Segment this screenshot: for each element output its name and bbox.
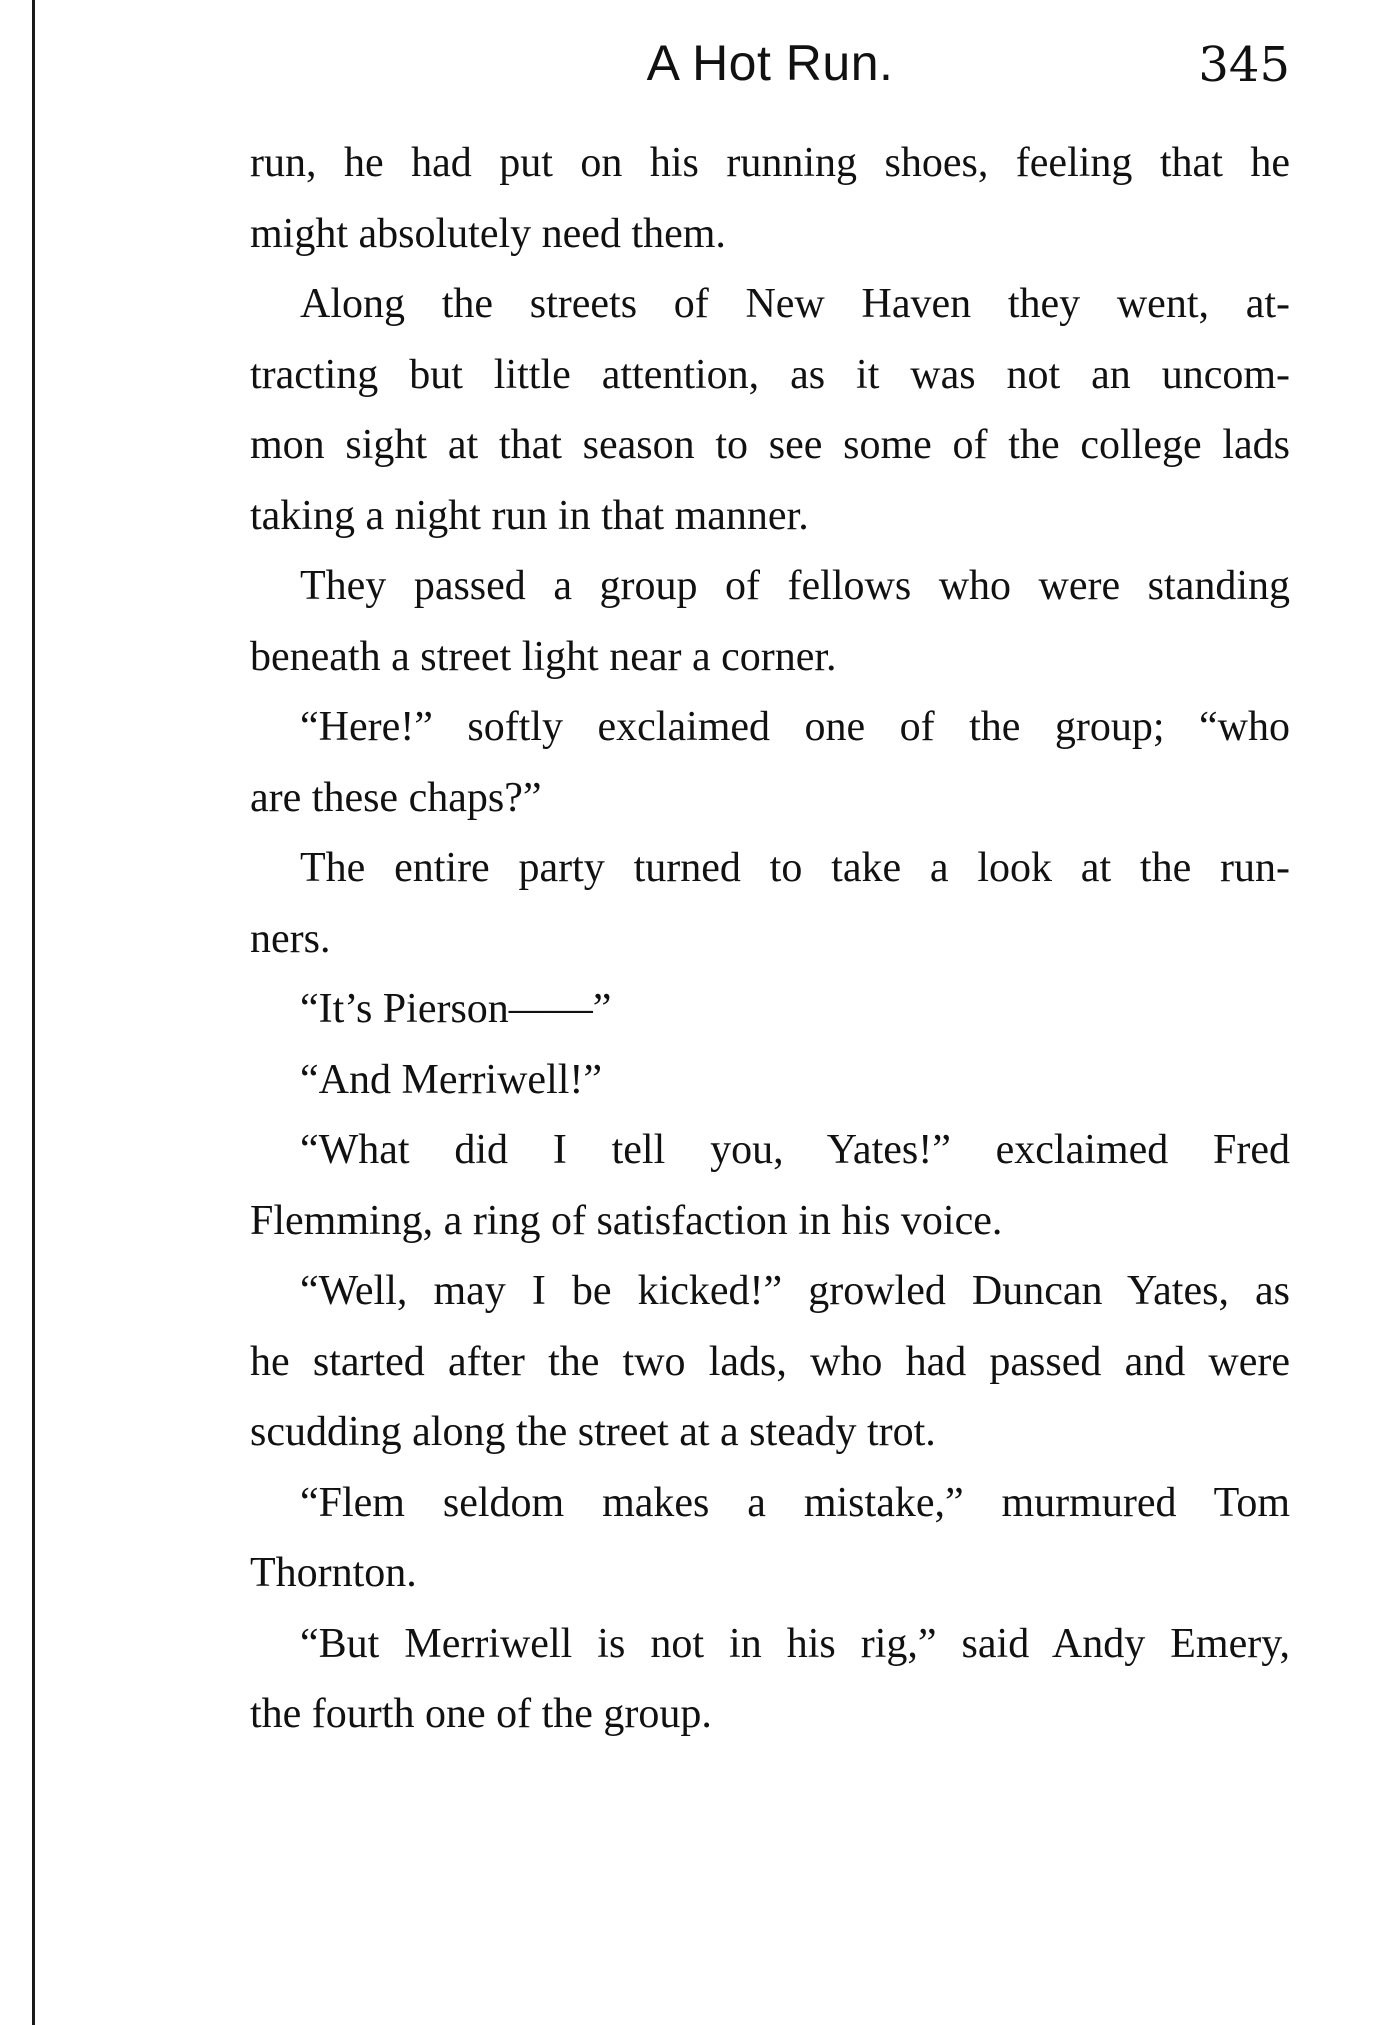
text-line: “It’s Pierson——”	[300, 986, 612, 1032]
text-line: ners.	[250, 915, 331, 962]
text-line: mon sight at that season to see some of the college lads	[250, 422, 1290, 468]
body-text	[250, 128, 1290, 1750]
text-line: Thornton.	[250, 1550, 417, 1596]
text-line: might absolutely need them.	[250, 210, 726, 257]
text-line: are these chaps?”	[250, 774, 542, 821]
text-line: “Flem seldom makes a mistake,” murmured Tom	[300, 1479, 1290, 1526]
binding-edge	[32, 0, 35, 2025]
text-line: “Well, may I be kicked!” growled Duncan Yates, as	[300, 1268, 1290, 1314]
text-line: he started after the two lads, who had passed and were	[250, 1338, 1290, 1385]
text-line: The entire party turned to take a look at the run-	[300, 845, 1290, 891]
page-header	[250, 28, 1290, 98]
page-number: 345	[1198, 37, 1290, 93]
running-title: A Hot Run.	[646, 35, 894, 91]
text-line: “What did I tell you, Yates!” exclaimed Fred	[300, 1127, 1290, 1173]
text-line: They passed a group of fellows who were standing	[300, 563, 1290, 609]
text-line: tracting but little attention, as it was not an uncom-	[250, 351, 1290, 398]
text-line: Flemming, a ring of satisfaction in his voice.	[250, 1197, 1003, 1244]
text-line: “And Merriwell!”	[300, 1056, 603, 1103]
text-line: Along the streets of New Haven they went, at-	[300, 281, 1290, 327]
text-line: beneath a street light near a corner.	[250, 633, 837, 680]
text-line: “But Merriwell is not in his rig,” said Andy Emery,	[300, 1620, 1290, 1667]
text-line: run, he had put on his running shoes, feeling that he	[250, 140, 1290, 186]
text-line: taking a night run in that manner.	[250, 492, 809, 539]
text-line: scudding along the street at a steady trot.	[250, 1409, 936, 1455]
text-line: the fourth one of the group.	[250, 1691, 712, 1737]
text-line: “Here!” softly exclaimed one of the group; “who	[300, 704, 1290, 750]
